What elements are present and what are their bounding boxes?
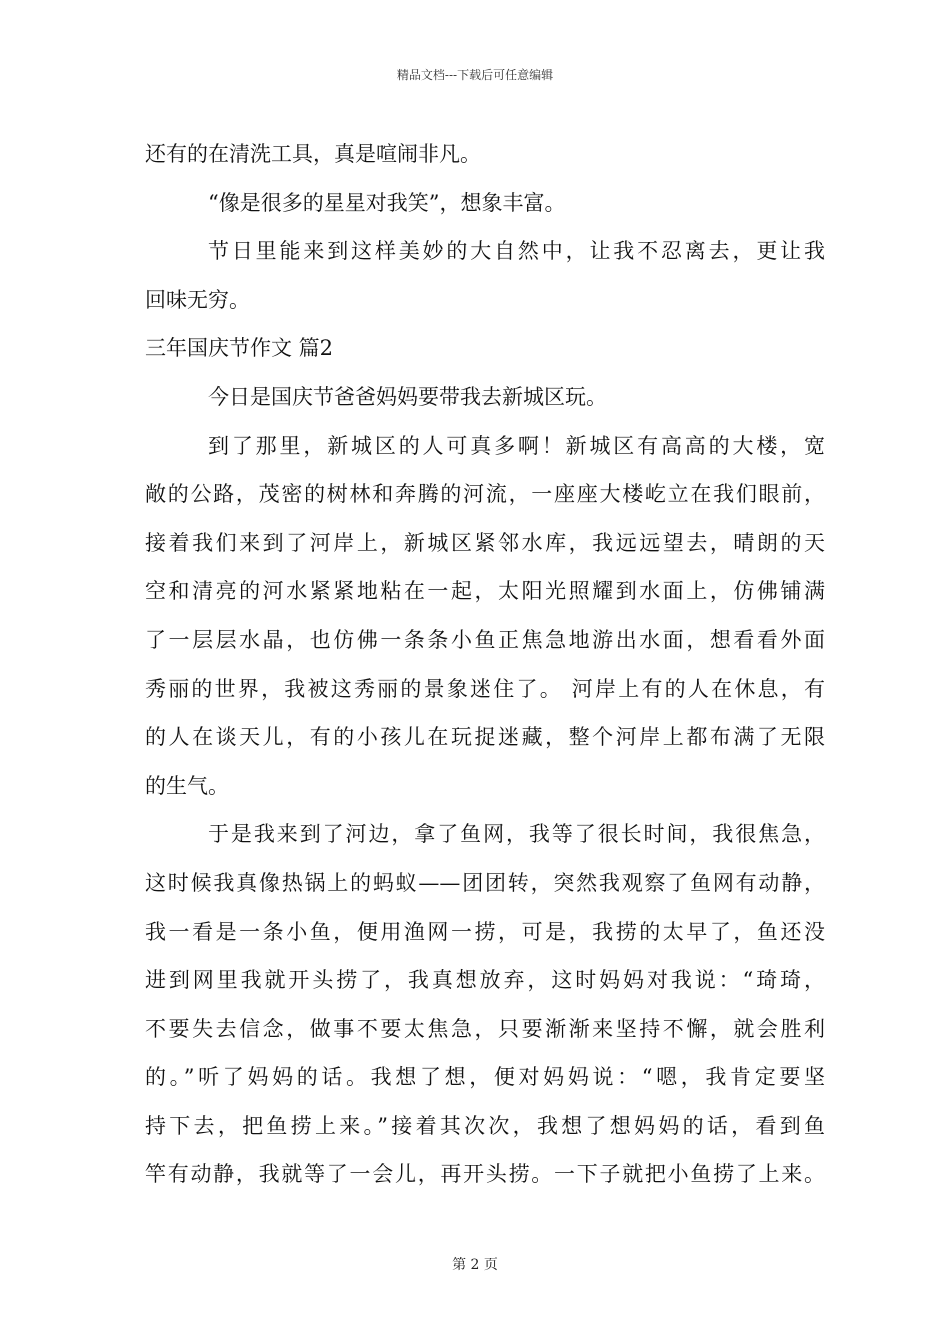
text-line: 的。”听了妈妈的话。我想了想，便对妈妈说：“嗯，我肯定要坚 (145, 1065, 825, 1090)
text-line: 持下去，把鱼捞上来。”接着其次次，我想了想妈妈的话，看到鱼 (145, 1113, 825, 1138)
text-line: 我一看是一条小鱼，便用渔网一捞，可是，我捞的太早了，鱼还没 (145, 919, 825, 944)
text-line: 到了那里，新城区的人可真多啊！新城区有高高的大楼，宽 (208, 433, 825, 458)
text-line: 不要失去信念，做事不要太焦急，只要渐渐来坚持不懈，就会胜利 (145, 1016, 825, 1041)
text-line: 敞的公路，茂密的树林和奔腾的河流，一座座大楼屹立在我们眼前， (145, 482, 825, 507)
text-line: 节日里能来到这样美妙的大自然中，让我不忍离去，更让我 (208, 239, 825, 264)
article-body (145, 130, 825, 1199)
text-line: 的生气。 (145, 773, 229, 798)
text-line: 回味无穷。 (145, 287, 250, 312)
text-line: 接着我们来到了河岸上，新城区紧邻水库，我远远望去，晴朗的天 (145, 530, 825, 555)
text-line: 竿有动静，我就等了一会儿，再开头捞。一下子就把小鱼捞了上来。 (145, 1162, 825, 1187)
text-line: 空和清亮的河水紧紧地粘在一起，太阳光照耀到水面上，仿佛铺满 (145, 579, 825, 604)
text-line: 今日是国庆节爸爸妈妈要带我去新城区玩。 (208, 384, 607, 409)
section-heading: 三年国庆节作文 篇2 (145, 336, 334, 361)
text-line: 于是我来到了河边，拿了鱼网，我等了很长时间，我很焦急， (208, 822, 825, 847)
text-line: 进到网里我就开头捞了，我真想放弃，这时妈妈对我说：“琦琦， (145, 968, 825, 993)
page-number: 第 2 页 (452, 1257, 498, 1273)
text-line: “像是很多的星星对我笑”，想象丰富。 (208, 190, 566, 215)
text-line: 了一层层水晶，也仿佛一条条小鱼正焦急地游出水面，想看看外面 (145, 627, 825, 652)
text-line: 的人在谈天儿，有的小孩儿在玩捉迷藏，整个河岸上都布满了无限 (145, 725, 825, 750)
text-line: 这时候我真像热锅上的蚂蚁——团团转，突然我观察了鱼网有动静， (145, 870, 825, 895)
page-header: 精品文档---下载后可任意编辑 (396, 68, 554, 82)
text-line: 秀丽的世界，我被这秀丽的景象迷住了。 河岸上有的人在休息，有 (145, 676, 825, 701)
text-line: 还有的在清洗工具，真是喧闹非凡。 (145, 142, 481, 166)
